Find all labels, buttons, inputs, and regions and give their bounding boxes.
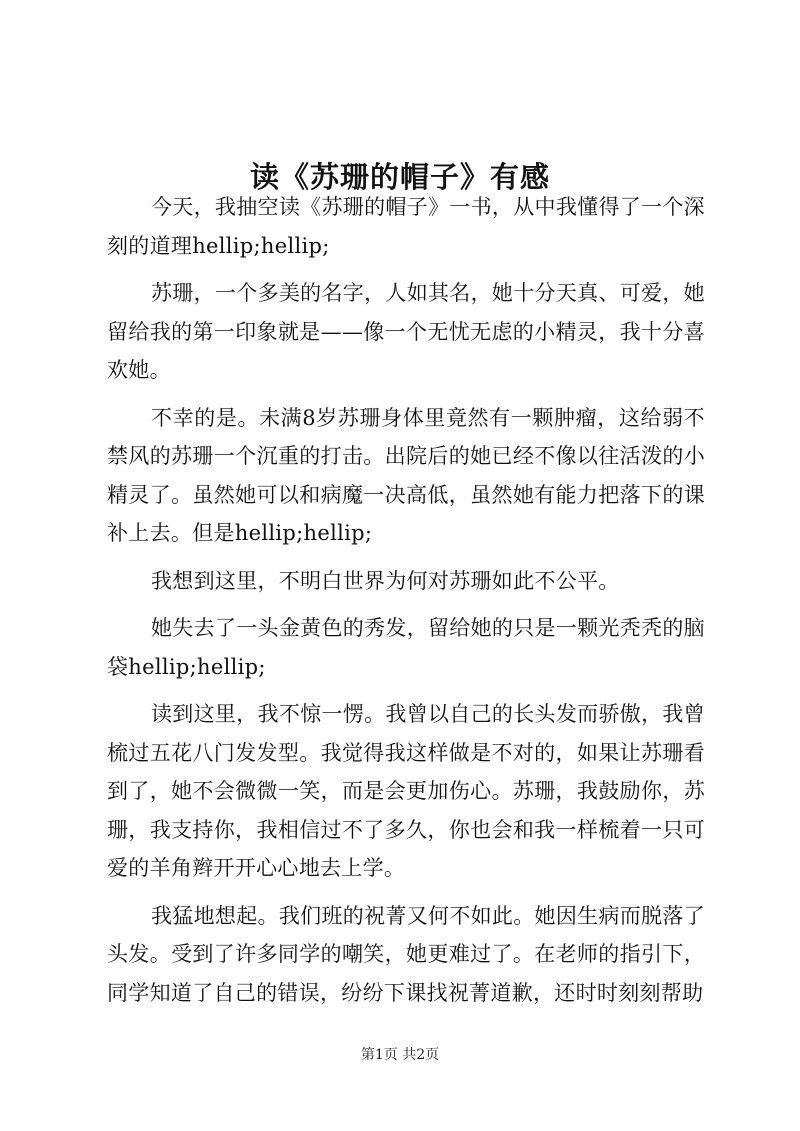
paragraph-4: 我想到这里，不明白世界为何对苏珊如此不公平。 xyxy=(151,568,620,593)
paragraph-1: 今天，我抽空读《苏珊的帽子》一书，从中我懂得了一个深刻的道理hellip;hellip; xyxy=(107,195,705,258)
paragraph-6: 读到这里，我不惊一愣。我曾以自己的长头发而骄傲，我曾梳过五花八门发发型。我觉得我这样做是不对的，如果让苏珊看到了，她不会微微一笑，而是会更加伤心。苏珊，我鼓励你，苏珊，我支持你，我相信过不了多久，你也会和我一样梳着一只可爱的羊角辫开开心心地去上学。 xyxy=(107,702,705,880)
paragraph-5: 她失去了一头金黄色的秀发，留给她的只是一颗光秃秃的脑袋hellip;hellip; xyxy=(107,616,705,679)
document-title: 读《苏珊的帽子》有感 xyxy=(249,160,550,195)
document-body xyxy=(107,188,705,1021)
page-footer: 第1页 共2页 xyxy=(360,1047,440,1063)
paragraph-7: 我猛地想起。我们班的祝菁又何不如此。她因生病而脱落了头发。受到了许多同学的嘲笑，她更难过了。在老师的指引下，同学知道了自己的错误，纷纷下课找祝菁道歉，还时时刻刻帮助 xyxy=(107,903,705,1005)
paragraph-2: 苏珊，一个多美的名字，人如其名，她十分天真、可爱，她留给我的第一印象就是——像一个无忧无虑的小精灵，我十分喜欢她。 xyxy=(107,281,705,382)
paragraph-3: 不幸的是。未满8岁苏珊身体里竟然有一颗肿瘤，这给弱不禁风的苏珊一个沉重的打击。出院后的她已经不像以往活泼的小精灵了。虽然她可以和病魔一决高低，虽然她有能力把落下的课补上去。但是hellip;hellip; xyxy=(107,405,705,545)
